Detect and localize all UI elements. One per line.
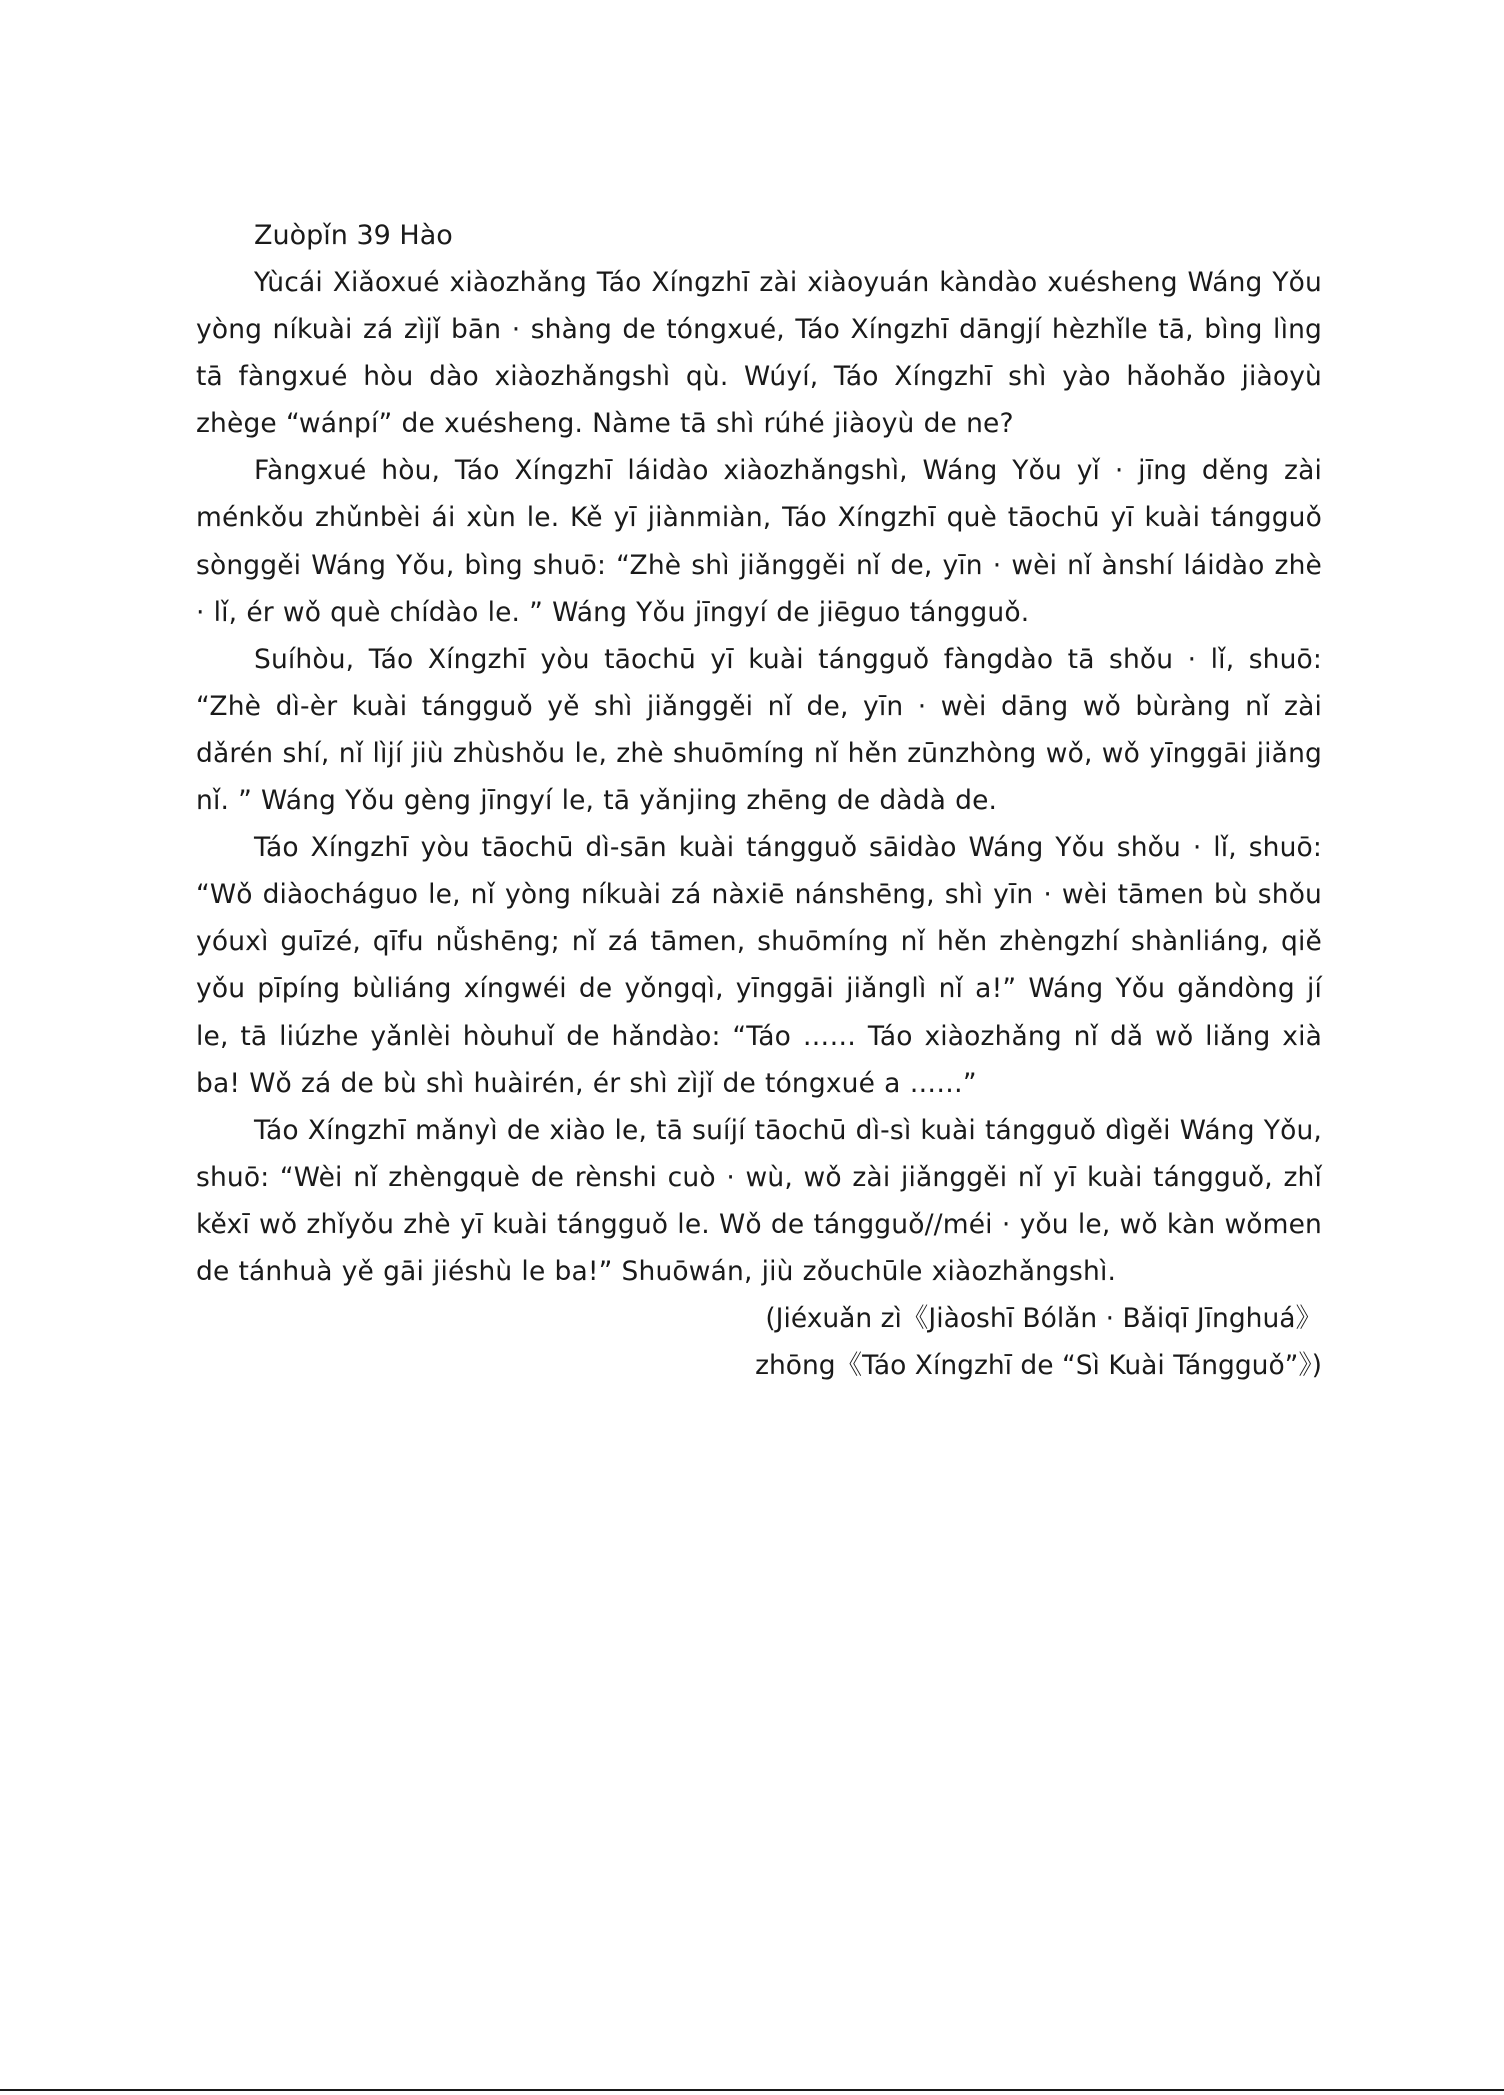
source-line-2: zhōng《Táo Xíngzhī de “Sì Kuài Tángguǒ”》) [755, 1350, 1322, 1382]
paragraph-4: Táo Xíngzhī yòu tāochū dì-sān kuài tángguǒ sāidào Wáng Yǒu shǒu · lǐ, shuō: “Wǒ diàocháguo le, nǐ yòng níkuài zá nàxiē nánshēng, shì yīn · wèi tāmen bù shǒu yóuxì guīzé, qīfu nǚshēng; nǐ zá tāmen, shuōmíng nǐ hěn zhèngzhí shànliáng, qiě yǒu pīpíng bùliáng xíngwéi de yǒngqì, yīnggāi jiǎnglì nǐ a!” Wáng Yǒu gǎndòng jí le, tā liúzhe yǎnlèi hòuhuǐ de hǎndào: “Táo …… Táo xiàozhǎng nǐ dǎ wǒ liǎng xià ba! Wǒ zá de bù shì huàirén, ér shì zìjǐ de tóngxué a ……” [196, 832, 1322, 1099]
paragraph-1: Yùcái Xiǎoxué xiàozhǎng Táo Xíngzhī zài xiàoyuán kàndào xuésheng Wáng Yǒu yòng níkuài zá zìjǐ bān · shàng de tóngxué, Táo Xíngzhī dāngjí hèzhǐle tā, bìng lìng tā fàngxué hòu dào xiàozhǎngshì qù. Wúyí, Táo Xíngzhī shì yào hǎohǎo jiàoyù zhège “wánpí” de xuésheng. Nàme tā shì rúhé jiàoyù de ne? [196, 267, 1322, 440]
document-body [196, 212, 1322, 1389]
source-citation [196, 1295, 1322, 1389]
paragraph-2: Fàngxué hòu, Táo Xíngzhī láidào xiàozhǎngshì, Wáng Yǒu yǐ · jīng děng zài ménkǒu zhǔnbèi ái xùn le. Kě yī jiànmiàn, Táo Xíngzhī què tāochū yī kuài tángguǒ sònggěi Wáng Yǒu, bìng shuō: “Zhè shì jiǎnggěi nǐ de, yīn · wèi nǐ ànshí láidào zhè · lǐ, ér wǒ què chídào le. ” Wáng Yǒu jīngyí de jiēguo tángguǒ. [196, 455, 1322, 628]
bottom-divider [0, 2089, 1504, 2091]
document-title: Zuòpǐn 39 Hào [254, 220, 453, 251]
source-line-1: (Jiéxuǎn zì《Jiàoshī Bólǎn · Bǎiqī Jīnghuá》 [765, 1303, 1322, 1335]
paragraph-3: Suíhòu, Táo Xíngzhī yòu tāochū yī kuài tángguǒ fàngdào tā shǒu · lǐ, shuō: “Zhè dì-èr kuài tángguǒ yě shì jiǎnggěi nǐ de, yīn · wèi dāng wǒ bùràng nǐ zài dǎrén shí, nǐ lìjí jiù zhùshǒu le, zhè shuōmíng nǐ hěn zūnzhòng wǒ, wǒ yīnggāi jiǎng nǐ. ” Wáng Yǒu gèng jīngyí le, tā yǎnjing zhēng de dàdà de. [196, 643, 1322, 817]
paragraph-5: Táo Xíngzhī mǎnyì de xiào le, tā suíjí tāochū dì-sì kuài tángguǒ dìgěi Wáng Yǒu, shuō: “Wèi nǐ zhèngquè de rènshi cuò · wù, wǒ zài jiǎnggěi nǐ yī kuài tángguǒ, zhǐ kěxī wǒ zhǐyǒu zhè yī kuài tángguǒ le. Wǒ de tángguǒ//méi · yǒu le, wǒ kàn wǒmen de tánhuà yě gāi jiéshù le ba!” Shuōwán, jiù zǒuchūle xiàozhǎngshì. [196, 1114, 1322, 1287]
